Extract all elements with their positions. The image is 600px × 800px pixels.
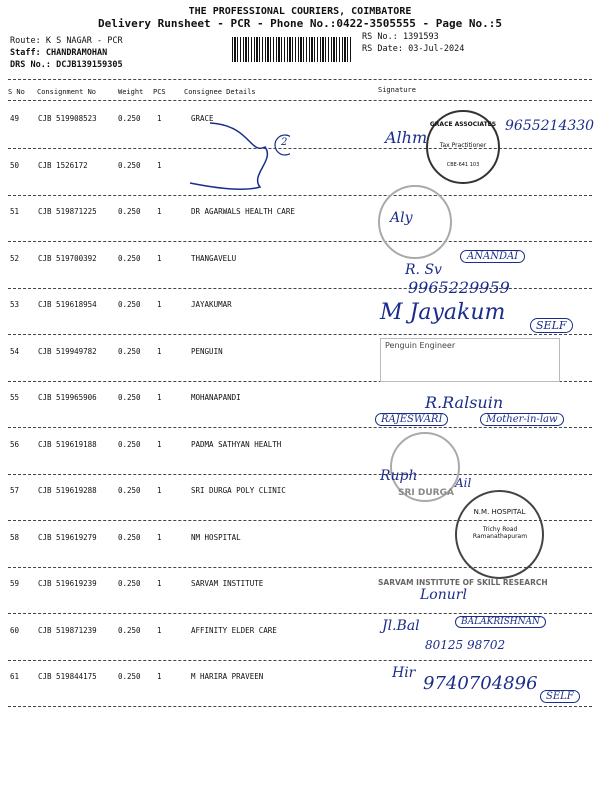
- row-consignee: PENGUIN: [191, 347, 223, 356]
- row-divider: [8, 241, 592, 242]
- divider: [8, 100, 592, 101]
- staff-line: [10, 48, 107, 58]
- row-consignee: DR AGARWALS HEALTH CARE: [191, 207, 295, 216]
- row-divider: [8, 706, 592, 707]
- row-sno: 50: [10, 161, 20, 170]
- row-consignment-no: CJB 519619288: [38, 486, 97, 495]
- row-divider: [8, 334, 592, 335]
- rs-no-value: 1391593: [402, 32, 439, 42]
- row-consignment-no: CJB 519949782: [38, 347, 97, 356]
- rs-no-label: RS No.:: [362, 32, 398, 42]
- drs-value: DCJB139159305: [56, 60, 123, 70]
- rs-date-value: 03-Jul-2024: [408, 44, 465, 54]
- row-weight: 0.250: [118, 254, 141, 263]
- row-pcs: 1: [157, 626, 162, 635]
- stamp-grace-inner: Tax Practitioner: [439, 142, 487, 149]
- col-header-weight: Weight: [118, 88, 144, 96]
- table-row: [0, 207, 600, 253]
- row-consignee: NM HOSPITAL: [191, 533, 241, 542]
- row-pcs: 1: [157, 579, 162, 588]
- rs-date-line: [362, 44, 464, 54]
- handwriting-name-60: BALAKRISHNAN: [455, 616, 546, 628]
- table-row: [0, 440, 600, 486]
- row-weight: 0.250: [118, 579, 141, 588]
- row-consignee: PADMA SATHYAN HEALTH: [191, 440, 282, 449]
- row-consignment-no: CJB 519619279: [38, 533, 97, 542]
- row-sno: 54: [10, 347, 20, 356]
- signature-59: Lonurl: [420, 587, 467, 603]
- handwriting-self-61: SELF: [540, 690, 580, 703]
- row-divider: [8, 660, 592, 661]
- row-consignment-no: CJB 519619239: [38, 579, 97, 588]
- signature-51: Aly: [390, 210, 413, 226]
- row-consignment-no: CJB 519619188: [38, 440, 97, 449]
- stamp-nm-addr: Trichy Road Ramanathapuram: [472, 526, 528, 540]
- row-sno: 56: [10, 440, 20, 449]
- stamp-grace: [426, 110, 500, 184]
- row-weight: 0.250: [118, 626, 141, 635]
- stamp-sri-durga: SRI DURGA: [398, 488, 454, 498]
- row-consignee: SRI DURGA POLY CLINIC: [191, 486, 286, 495]
- row-consignee: JAYAKUMAR: [191, 300, 232, 309]
- row-weight: 0.250: [118, 347, 141, 356]
- handwriting-note-49: 2: [281, 137, 288, 148]
- row-weight: 0.250: [118, 207, 141, 216]
- stamp-nm-name: N.M. HOSPITAL: [473, 508, 526, 516]
- signature-52: R. Sv: [405, 262, 442, 278]
- signature-61: Hir: [392, 665, 416, 681]
- row-pcs: 1: [157, 486, 162, 495]
- row-weight: 0.250: [118, 300, 141, 309]
- table-row: [0, 161, 600, 207]
- row-divider: [8, 427, 592, 428]
- stamp-grace-loc: CBE-641 103: [446, 162, 480, 168]
- handwriting-phone-60: 80125 98702: [425, 638, 506, 652]
- row-pcs: 1: [157, 347, 162, 356]
- row-pcs: 1: [157, 672, 162, 681]
- row-pcs: 1: [157, 300, 162, 309]
- row-sno: 60: [10, 626, 20, 635]
- row-consignee: THANGAVELU: [191, 254, 237, 263]
- signature-49: Alhm: [385, 128, 428, 147]
- row-sno: 51: [10, 207, 20, 216]
- row-consignment-no: CJB 519618954: [38, 300, 97, 309]
- rs-no-line: [362, 32, 439, 42]
- row-pcs: 1: [157, 254, 162, 263]
- row-sno: 49: [10, 114, 20, 123]
- row-weight: 0.250: [118, 114, 141, 123]
- row-consignment-no: CJB 519965906: [38, 393, 97, 402]
- col-header-sno: S No: [8, 88, 25, 96]
- row-divider: [8, 613, 592, 614]
- stamp-penguin: [380, 338, 560, 382]
- staff-value: CHANDRAMOHAN: [45, 48, 108, 58]
- table-row: [0, 626, 600, 672]
- row-sno: 52: [10, 254, 20, 263]
- bracket-scribble: [180, 115, 290, 205]
- handwriting-phone-49: 9655214330: [505, 118, 595, 134]
- row-weight: 0.250: [118, 486, 141, 495]
- stamp-grace-name: GRACE ASSOCIATES: [429, 121, 497, 128]
- route-line: [10, 36, 123, 46]
- row-consignment-no: CJB 519908523: [38, 114, 97, 123]
- handwriting-phone-61: 9740704896: [423, 673, 538, 694]
- row-sno: 53: [10, 300, 20, 309]
- col-header-consignment: Consignment No: [37, 88, 97, 96]
- handwriting-self-53: SELF: [530, 318, 573, 333]
- drs-line: [10, 60, 123, 70]
- row-weight: 0.250: [118, 393, 141, 402]
- row-weight: 0.250: [118, 161, 141, 170]
- handwriting-name-55: RAJESWARI: [375, 413, 448, 426]
- row-divider: [8, 474, 592, 475]
- row-consignment-no: CJB 519871225: [38, 207, 97, 216]
- signature-57: Ail: [455, 476, 472, 490]
- row-consignment-no: CJB 519844175: [38, 672, 97, 681]
- route-value: K S NAGAR - PCR: [45, 36, 123, 46]
- col-header-consignee: Consignee Details: [184, 88, 256, 96]
- row-weight: 0.250: [118, 440, 141, 449]
- row-pcs: 1: [157, 533, 162, 542]
- row-weight: 0.250: [118, 533, 141, 542]
- row-pcs: 1: [157, 393, 162, 402]
- staff-label: Staff:: [10, 48, 41, 58]
- signature-56: Ruph: [380, 468, 418, 484]
- drs-label: DRS No.:: [10, 60, 51, 70]
- col-header-pcs: PCS: [153, 88, 166, 96]
- rs-date-label: RS Date:: [362, 44, 403, 54]
- row-consignee: SARVAM INSTITUTE: [191, 579, 264, 588]
- row-sno: 58: [10, 533, 20, 542]
- row-sno: 55: [10, 393, 20, 402]
- stamp-penguin-name: Penguin Engineer: [385, 341, 456, 350]
- row-consignment-no: CJB 1526172: [38, 161, 88, 170]
- signature-60: Jl.Bal: [382, 618, 420, 634]
- row-pcs: 1: [157, 114, 162, 123]
- divider: [8, 79, 592, 80]
- col-header-signature: Signature: [378, 86, 416, 94]
- row-consignee: AFFINITY ELDER CARE: [191, 626, 277, 635]
- signature-53: M Jayakum: [380, 300, 506, 325]
- row-pcs: 1: [157, 207, 162, 216]
- handwriting-relation-55: Mother-in-law: [480, 413, 564, 426]
- page-subtitle: Delivery Runsheet - PCR - Phone No.:0422-3505555 - Page No.:5: [98, 17, 502, 30]
- row-sno: 61: [10, 672, 20, 681]
- handwriting-phone-52: 9965229959: [408, 278, 510, 297]
- row-sno: 59: [10, 579, 20, 588]
- barcode: [232, 37, 352, 62]
- handwriting-name-52: ANANDAI: [460, 250, 525, 263]
- row-weight: 0.250: [118, 672, 141, 681]
- page-title: THE PROFESSIONAL COURIERS, COIMBATORE: [188, 6, 412, 17]
- row-pcs: 1: [157, 440, 162, 449]
- row-divider: [8, 148, 592, 149]
- row-consignee: GRACE: [191, 114, 214, 123]
- row-pcs: 1: [157, 161, 162, 170]
- route-label: Route:: [10, 36, 41, 46]
- row-divider: [8, 195, 592, 196]
- row-consignee: M HARIRA PRAVEEN: [191, 672, 264, 681]
- row-consignment-no: CJB 519871239: [38, 626, 97, 635]
- handwriting-sig-55: R.Ralsuin: [425, 393, 504, 412]
- stamp-nm-hospital: [455, 490, 544, 579]
- stamp-sarvam: SARVAM INSTITUTE OF SKILL RESEARCH: [378, 578, 548, 587]
- row-sno: 57: [10, 486, 20, 495]
- row-consignment-no: CJB 519700392: [38, 254, 97, 263]
- row-consignee: MOHANAPANDI: [191, 393, 241, 402]
